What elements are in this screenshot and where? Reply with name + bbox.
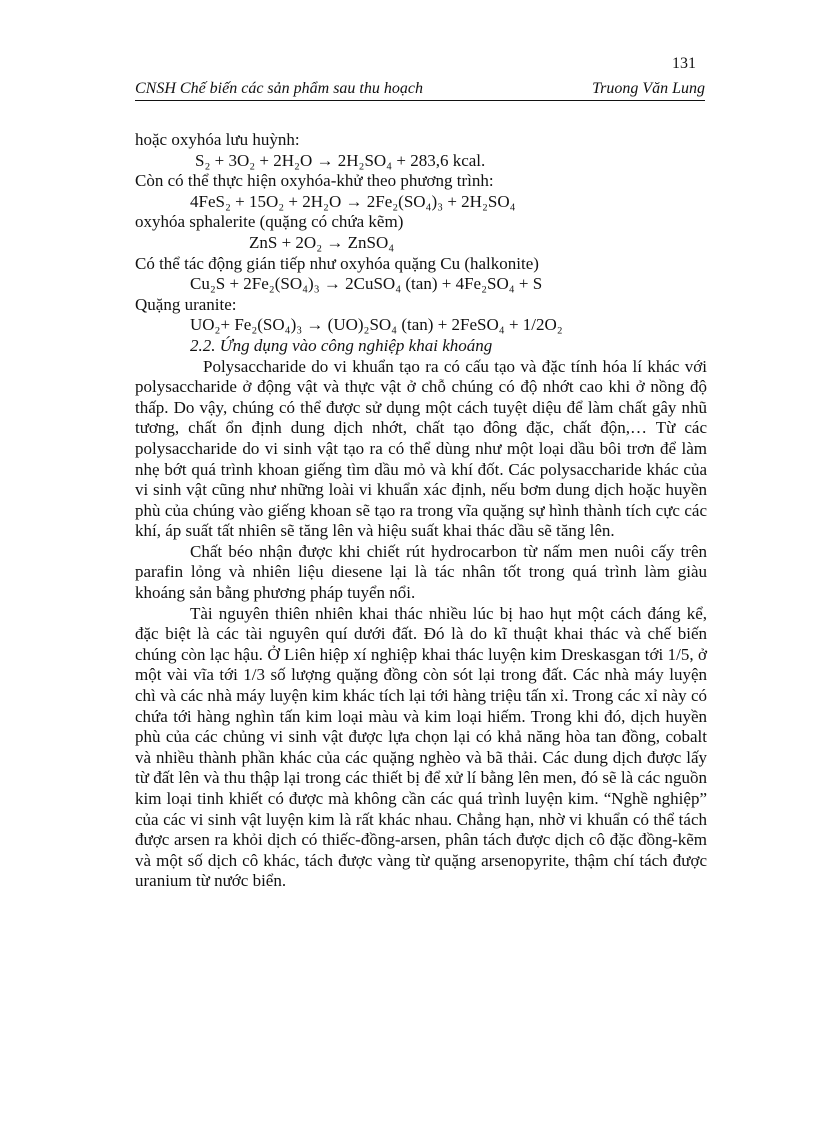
- text-line: Quặng uranite:: [135, 294, 237, 314]
- paragraph: Polysaccharide do vi khuẩn tạo ra có cấu tạo và đặc tính hóa lí khác với polysaccharide ở động vật và thực vật ở chỗ chúng có độ nhớt cao khi ở nồng độ thấp. Do vậy, chúng có thể được sử dụng một cách tuyệt diệu để làm chất gây nhũ tương, chất ổn định dung dịch nhớt, chất tạo đông đặc, chất độn,… Từ các polysaccharide do vi sinh vật tạo ra có thể dùng như một loại dầu bôi trơn để làm nhẹ bớt quá trình khoan giếng tìm dầu mỏ và khí đốt. Các polysaccharide khác của vi sinh vật cũng như những loài vi khuẩn xác định, nếu bơm dung dịch hoặc huyền phù của chúng vào giếng khoan sẽ tạo ra trong vĩa quặng sự hình thành tích cực các khí, áp suất tất nhiên sẽ tăng lên và hiệu suất khai thác dầu sẽ tăng lên.: [135, 356, 707, 541]
- text-line: Còn có thể thực hiện oxyhóa-khử theo phương trình:: [135, 171, 494, 191]
- equation: S₂ + 3O₂ + 2H₂O → 2H₂SO₄ + 283,6 kcal.: [195, 150, 486, 170]
- text-line: Có thể tác động gián tiếp như oxyhóa quặng Cu (halkonite): [135, 253, 539, 273]
- equation: ZnS + 2O₂ → ZnSO₄: [249, 232, 395, 252]
- paragraph: Tài nguyên thiên nhiên khai thác nhiều lúc bị hao hụt một cách đáng kể, đặc biệt là các tài nguyên quí dưới đất. Đó là do kĩ thuật khai thác và chế biến chúng còn lạc hậu. Ở Liên hiệp xí nghiệp khai thác luyện kim Dreskasgan tới 1/5, ở một vài vĩa tới 1/3 số lượng quặng đồng còn sót lại trong đất. Các nhà máy luyện chì và các nhà máy luyện kim khác tích lại tới hàng triệu tấn xỉ. Trong các xỉ này có chứa tới hàng nghìn tấn kim loại màu và kim loại hiếm. Trong khi đó, dịch huyền phù của các chủng vi sinh vật được lựa chọn lại có khả năng hòa tan đồng, cobalt và nhiều thành phần khác của các quặng nghèo và bã thải. Các dung dịch được lấy từ đất lên và thu thập lại trong các thiết bị để xử lí bằng lên men, đó sẽ là các nguồn kim loại tinh khiết có được mà không cần các quá trình luyện kim. “Nghề nghiệp” của các vi sinh vật luyện kim là rất khác nhau. Chẳng hạn, nhờ vi khuẩn có thể tách được arsen ra khỏi dịch có thiếc-đồng-arsen, phân tách được dịch cô đặc đồng-kẽm và một số dịch cô khác, tách được vàng từ quặng arsenopyrite, thậm chí tách được uranium từ nước biển.: [135, 603, 707, 891]
- page-body: [135, 130, 707, 892]
- equation: UO₂+ Fe₂(SO₄)₃ → (UO)₂SO₄ (tan) + 2FeSO₄ + 1/2O₂: [190, 315, 563, 335]
- running-header: [135, 78, 705, 101]
- header-title: CNSH Chế biến các sản phẩm sau thu hoạch: [135, 80, 423, 97]
- page-number: 131: [672, 55, 696, 72]
- paragraph: Chất béo nhận được khi chiết rút hydrocarbon từ nấm men nuôi cấy trên parafin lỏng và nhiên liệu diesene lại là tác nhân tốt trong quá trình làm giàu khoáng sản bằng phương pháp tuyển nổi.: [135, 541, 707, 603]
- equation: 4FeS₂ + 15O₂ + 2H₂O → 2Fe₂(SO₄)₃ + 2H₂SO₄: [190, 191, 516, 211]
- equation: Cu₂S + 2Fe₂(SO₄)₃ → 2CuSO₄ (tan) + 4Fe₂SO₄ + S: [190, 274, 543, 294]
- text-line: oxyhóa sphalerite (quặng có chứa kẽm): [135, 212, 404, 232]
- text-line: hoặc oxyhóa lưu huỳnh:: [135, 130, 300, 149]
- section-heading: 2.2. Ứng dụng vào công nghiệp khai khoáng: [190, 335, 493, 355]
- header-author: Truong Văn Lung: [592, 80, 705, 97]
